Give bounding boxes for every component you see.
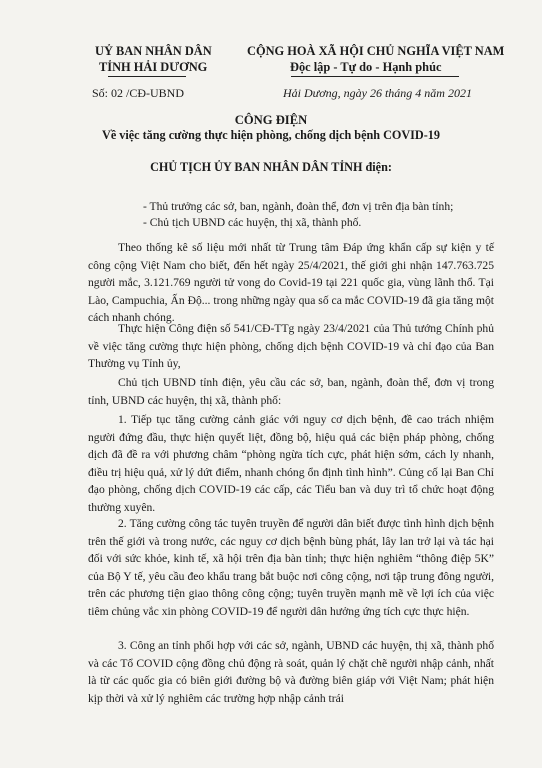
body-paragraph: 1. Tiếp tục tăng cường cảnh giác với nguy cơ dịch bệnh, đề cao trách nhiệm người đứng đầu, thực hiện quyết liệt, đồng bộ, hiệu quả các biện pháp phòng, chống dịch đã đề ra với phương châm “phòng ngừa tích cực, phát hiện sớm, cách ly nhanh, điều trị hiệu quả, xử lý dứt điểm, nhanh chóng ổn định tình hình”. Củng cố lại Ban Chỉ đạo phòng, chống dịch COVID-19 các cấp, các Tiểu ban và duy trì tổ chức hoạt động thường xuyên. — [88, 413, 494, 514]
country-name: CỘNG HOÀ XÃ HỘI CHỦ NGHĨA VIỆT NAM — [247, 44, 505, 58]
body-paragraph: 2. Tăng cường công tác tuyên truyền để người dân biết được tình hình dịch bệnh trên thế giới và trong nước, các nguy cơ dịch bệnh bùng phát, lây lan trở lại và tác hại đối với sức khỏe, kinh tế, xã hội trên địa bàn tỉnh; thực hiện nghiêm “thông điệp 5K” của Bộ Y tế, yêu cầu đeo khẩu trang bắt buộc nơi công cộng, nơi tập trung đông người, trên các phương tiện giao thông công cộng; tuyên truyền mạnh mẽ về lợi ích của việc tiêm chủng vắc xin phòng COVID-19 để người dân hưởng ứng tích cực thực hiện. — [88, 517, 494, 618]
document-number: Số: 02 /CĐ-UBND — [92, 86, 185, 100]
body-paragraph: Thực hiện Công điện số 541/CĐ-TTg ngày 23/4/2021 của Thủ tướng Chính phủ về việc tăng cường thực hiện phòng, chống dịch bệnh COVID-19 và chỉ đạo của Ban Thường vụ Tỉnh ủy, — [88, 322, 494, 371]
header-left-underline — [108, 76, 186, 77]
document-subtitle: Về việc tăng cường thực hiện phòng, chống dịch bệnh COVID-19 — [102, 128, 440, 142]
recipient-item: - Chủ tịch UBND các huyện, thị xã, thành phố. — [143, 216, 362, 229]
issuer-line: CHỦ TỊCH ỦY BAN NHÂN DÂN TỈNH điện: — [150, 160, 392, 174]
header-right-underline — [291, 76, 459, 77]
motto: Độc lập - Tự do - Hạnh phúc — [290, 60, 442, 74]
province-name: TỈNH HẢI DƯƠNG — [99, 60, 208, 74]
agency-name: UỶ BAN NHÂN DÂN — [95, 44, 212, 58]
recipient-item: - Thủ trưởng các sở, ban, ngành, đoàn thể, đơn vị trên địa bàn tỉnh; — [143, 200, 454, 213]
place-date: Hải Dương, ngày 26 tháng 4 năm 2021 — [283, 86, 472, 100]
body-paragraph: Chủ tịch UBND tỉnh điện, yêu cầu các sở, ban, ngành, đoàn thể, đơn vị trong tỉnh, UBND các huyện, thị xã, thành phố: — [88, 376, 494, 407]
body-paragraph: 3. Công an tỉnh phối hợp với các sở, ngành, UBND các huyện, thị xã, thành phố và các Tổ COVID cộng đồng chủ động rà soát, quản lý chặt chẽ người nhập cảnh, nhất là từ các quốc gia có biên giới đường bộ và đường biên giáp với Việt Nam; phát hiện kịp thời và xử lý nghiêm các trường hợp nhập cảnh trái — [88, 639, 494, 705]
body-paragraph: Theo thống kê số liệu mới nhất từ Trung tâm Đáp ứng khẩn cấp sự kiện y tế công cộng Việt Nam cho biết, đến hết ngày 25/4/2021, thế giới ghi nhận 147.763.725 người mắc, 3.121.769 người tử vong do Covid-19 tại 221 quốc gia, vùng lãnh thổ. Tại Lào, Campuchia, Ấn Độ... trong những ngày qua số ca mắc COVID-19 đã gia tăng một cách nhanh chóng. — [88, 241, 494, 325]
document-title: CÔNG ĐIỆN — [234, 113, 308, 127]
